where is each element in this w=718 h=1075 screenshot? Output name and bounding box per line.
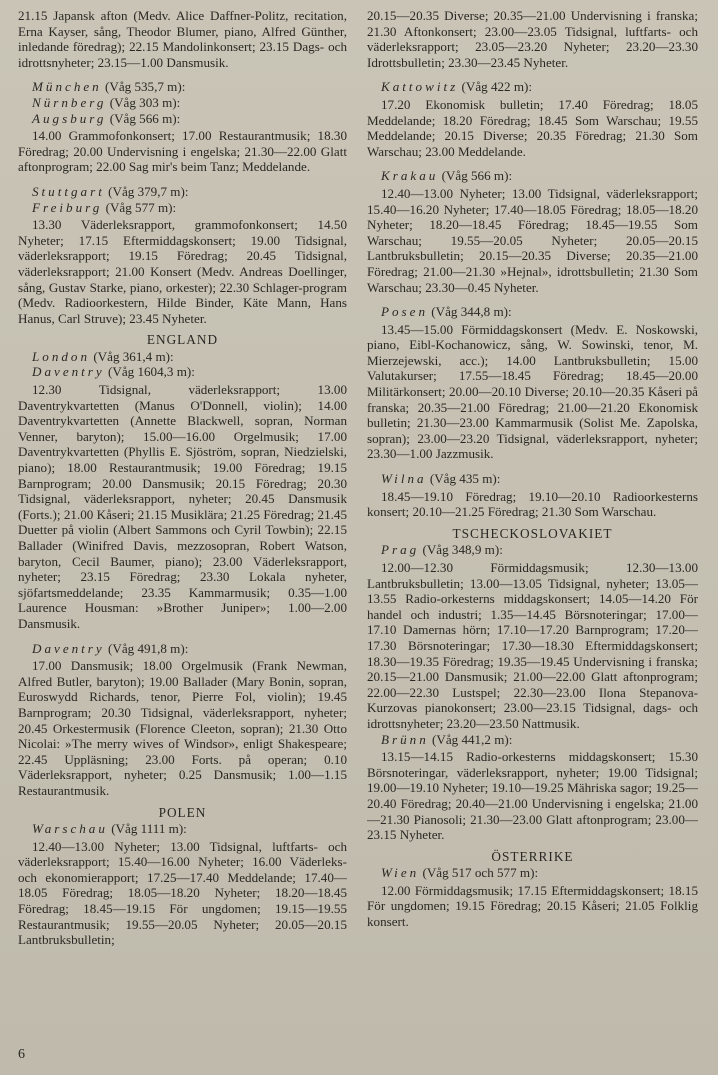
country-heading: ÖSTERRIKE: [491, 848, 574, 864]
wavelength: (Våg 566 m):: [109, 110, 181, 126]
station-name: Posen: [381, 304, 428, 320]
program-text: 12.40—13.00 Nyheter; 13.00 Tidsignal, luftfarts- och väderleksrapport; 15.40—16.00 Nyheter; 16.00 Väderleks- och ekonomierapport; 17.25—17.40 Meddelande; 17.40—18.05 Föredrag; 18.05—18.20 Nyheter; 18.20—18.45 Föredrag; 18.45—19.15 För ungdomen; 19.15—19.55 Restaurantmusik; 19.55—20.05 Nyheter; 20.05—20.15 Lantbruksbulletin;: [18, 838, 347, 948]
program-text: 13.30 Väderleksrapport, grammofonkonsert; 14.50 Nyheter; 17.15 Eftermiddagskonsert; 19.00 Tidsignal, väderleksrapport; 19.15 Föredrag; 20.45 Tidsignal, väderleksrapport; 21.00 Konsert (Medv. Andreas Doellinger, sång, Gustav Starke, piano, orkester); 22.30 Schlager-program (Medv. Radioorkestern, Hilde Binder, Käte Mann, Hans Hanus, Carl Struve); 23.45 Nyheter.: [18, 217, 347, 326]
page-number: 6: [18, 1047, 25, 1062]
wavelength: (Våg 1604,3 m):: [108, 364, 195, 380]
station-name: Daventry: [32, 640, 105, 656]
station-heading: [18, 111, 347, 127]
station-name: Krakau: [381, 168, 439, 184]
station-name: Stuttgart: [32, 183, 105, 199]
country-heading: TSCHECKOSLOVAKIET: [452, 525, 613, 541]
wavelength: (Våg 303 m):: [109, 94, 181, 110]
wavelength: (Våg 1111 m):: [111, 821, 187, 837]
station-heading: [367, 542, 698, 558]
program-text: 12.00 Förmiddagsmusik; 17.15 Eftermiddagskonsert; 18.15 För ungdomen; 19.15 Föredrag; 20.15 Kåseri; 21.05 Folklig konsert.: [367, 882, 698, 930]
wavelength: (Våg 577 m):: [105, 199, 177, 215]
program-text: 17.00 Dansmusik; 18.00 Orgelmusik (Frank Newman, Alfred Butler, baryton); 19.00 Ballader (Mary Bonin, sopran, Euroswydd Richards, tenor, Pierre Fol, violin); 19.45 Barnprogram; 20.30 Tidsignal, väderleksrapport, nyheter; 20.45 Orkestermusik (Florence Cleeton, sopran); 21.30 Otto Nicolai: »The merry wives of Windsor», enligt Shakespeare; 22.45 Uppläsning; 23.00 Forts. på operan; 0.10 Väderleksrapport, nyheter; 0.25 Dansmusik; 1.00—1.15 Restaurantmusik.: [18, 658, 347, 798]
wavelength: (Våg 361,4 m):: [93, 348, 174, 364]
wavelength: (Våg 491,8 m):: [108, 640, 189, 656]
station-heading: [367, 79, 698, 95]
program-text: 17.20 Ekonomisk bulletin; 17.40 Föredrag; 18.05 Meddelande; 18.20 Föredrag; 18.45 Som Warschau; 19.55 Meddelande; 20.15 Diverse; 20.35 Föredrag; 21.30 Som Warschau; 23.00 Meddelande.: [367, 96, 698, 159]
wavelength: (Våg 344,8 m):: [431, 304, 512, 320]
program-text: 12.00—12.30 Förmiddagsmusik; 12.30—13.00 Lantbruksbulletin; 13.00—13.05 Tidsignal, nyheter; 13.05—13.55 Radio-orkesterns middagskonsert; 14.05—14.20 För handel och industri; 1.35—14.45 Börsnoteringar; 17.00—17.10 Damernas hörn; 17.10—17.20 Barnprogram; 17.20—17.30 Börsnoteringar; 17.30—18.30 Eftermiddagskonsert; 18.30—19.35 Föredrag; 19.35—19.45 Undervisning i franska; 20.15—21.00 Dansmusik; 21.00—22.00 Glatt aftonprogram; 22.00—22.30 Lustspel; 22.30—23.00 Ilona Stepanova-Kurzovas pianokonsert; 23.00—23.15 Tidsignal, dags- och idrottsnyheter; 23.20—23.50 Nattmusik.: [367, 560, 698, 731]
wavelength: (Våg 379,7 m):: [108, 183, 189, 199]
wavelength: (Våg 566 m):: [441, 168, 513, 184]
program-text: 21.15 Japansk afton (Medv. Alice Daffner-Politz, recitation, Erna Kayser, sång, Theodor Blumer, piano, Alfred Günther, inledande föredrag); 22.15 Mandolinkonsert; 23.15 Dags- och idrottsnyheter; 23.15—1.00 Dansmusik.: [18, 8, 347, 70]
station-heading: [18, 364, 347, 380]
station-name: London: [32, 348, 91, 364]
wavelength: (Våg 348,9 m):: [422, 542, 503, 558]
station-name: Wien: [381, 865, 420, 881]
wavelength: (Våg 517 och 577 m):: [422, 865, 539, 881]
station-name: Augsburg: [32, 110, 107, 126]
wavelength: (Våg 535,7 m):: [105, 79, 186, 95]
program-text: 20.15—20.35 Diverse; 20.35—21.00 Undervisning i franska; 21.30 Aftonkonsert; 23.00—23.05 Tidsignal, luftfarts- och väderleksrapport; 23.05—23.20 Nyheter; 23.20—23.30 Idrottsbulletin; 23.30—23.45 Nyheter.: [367, 8, 698, 70]
station-heading: [367, 732, 698, 748]
station-name: Brünn: [381, 731, 429, 747]
station-name: Wilna: [381, 471, 427, 487]
station-heading: [18, 200, 347, 216]
station-heading: [18, 95, 347, 111]
program-text: 14.00 Grammofonkonsert; 17.00 Restaurantmusik; 18.30 Föredrag; 20.00 Undervisning i engelska; 21.30—22.00 Glatt aftonprogram; 22.00 Sag mir's beim Tanz; Meddelande.: [18, 128, 347, 175]
program-text: 12.40—13.00 Nyheter; 13.00 Tidsignal, väderleksrapport; 15.40—16.20 Nyheter; 17.40—18.05 Föredrag; 18.05—18.20 Nyheter; 18.20—18.45 Föredrag; 18.45—19.55 Som Warschau; 19.55—20.05 Nyheter; 20.05—20.15 Lantbruksbulletin; 20.15—20.35 Diverse; 20.35—21.00 Föredrag; 21.00—21.30 »Hejnal», idrottsbulletin; 21.30 Som Warschau; 23.30—0.45 Nyheter.: [367, 185, 698, 295]
station-name: Kattowitz: [381, 79, 459, 95]
wavelength: (Våg 441,2 m):: [432, 731, 513, 747]
station-heading: [18, 349, 347, 365]
left-column: [18, 8, 347, 1015]
station-name: Warschau: [32, 821, 108, 837]
station-name: Daventry: [32, 364, 105, 380]
station-name: Freiburg: [32, 199, 103, 215]
program-text: 12.30 Tidsignal, väderleksrapport; 13.00 Daventrykvartetten (Manus O'Donnell, violin); 14.00 Daventrykvartetten (Annette Blackwell, sopran, Norman Venner, baryton); 15.00—16.00 Orgelmusik; 17.00 Daventrykvartetten (Phyllis E. Sjöström, sopran, Niedzielski, piano); 18.00 Restaurantmusik; 19.00 Föredrag; 19.15 Barnprogram; 20.00 Dansmusik; 20.15 Föredrag; 20.30 Tidsignal, väderleksrapport, nyheter; 20.45 Dansmusik (Forts.); 21.00 Kåseri; 21.15 Musiklära; 21.25 Föredrag; 21.45 Duetter på violin (Albert Sammons och Cyril Towbin); 22.15 Ballader (Winifred Davis, mezzosopran, Robert Watson, baryton, Cecil Baumer, piano); 23.00 Väderleksrapport, nyheter; 23.15 Föredrag; 23.30 Lokala nyheter, sjöfartsmeddelande; 23.35 Kammarmusik; 0.35—1.00 Laurence Housman: »Brother Juniper»; 1.00—2.00 Dansmusik.: [18, 382, 347, 631]
station-name: Prag: [381, 542, 420, 558]
station-heading: [18, 184, 347, 200]
program-text: 18.45—19.10 Föredrag; 19.10—20.10 Radioorkesterns konsert; 20.10—21.25 Föredrag; 21.30 Som Warschau.: [367, 488, 698, 520]
station-name: München: [32, 79, 102, 95]
station-name: Nürnberg: [32, 94, 107, 110]
wavelength: (Våg 435 m):: [429, 471, 501, 487]
station-heading: [367, 304, 698, 320]
station-heading: [18, 641, 347, 657]
right-column: [367, 8, 698, 1015]
program-text: 13.45—15.00 Förmiddagskonsert (Medv. E. Noskowski, piano, Eibl-Kochanowicz, sång, W. Sowinski, tenor, M. Mierzejewski, acc.); 14.00 Lantbruksbulletin; 15.00 Valutakurser; 17.55—18.45 Föredrag; 18.45—20.00 Militärkonsert; 20.00—20.10 Diverse; 20.10—20.35 Kåseri på franska; 20.35—21.00 Föredrag; 21.00—21.20 Ekonomisk bulletin; 21.30—23.00 Kammarmusik (Solist Me. Zapolska, sopran); 23.00—23.20 Tidsignal, väderleksrapport, nyheter; 23.30—1.00 Jazzmusik.: [367, 321, 698, 462]
program-text: 13.15—14.15 Radio-orkesterns middagskonsert; 15.30 Börsnoteringar, väderleksrapport, nyheter; 19.00 Tidsignal; 19.00—19.10 Nyheter; 19.10—19.25 Mähriska sagor; 19.25—20.40 Föredrag; 20.40—21.00 Undervisning i engelska; 21.00—21.30 Pianosoli; 21.30—23.00 Glatt aftonprogram; 23.00—23.15 Nyheter.: [367, 749, 698, 843]
country-heading: POLEN: [158, 804, 207, 820]
station-heading: [367, 865, 698, 881]
station-heading: [18, 79, 347, 95]
wavelength: (Våg 422 m):: [461, 79, 533, 95]
station-heading: [18, 821, 347, 837]
station-heading: [367, 168, 698, 184]
country-heading: ENGLAND: [146, 332, 219, 348]
station-heading: [367, 471, 698, 487]
